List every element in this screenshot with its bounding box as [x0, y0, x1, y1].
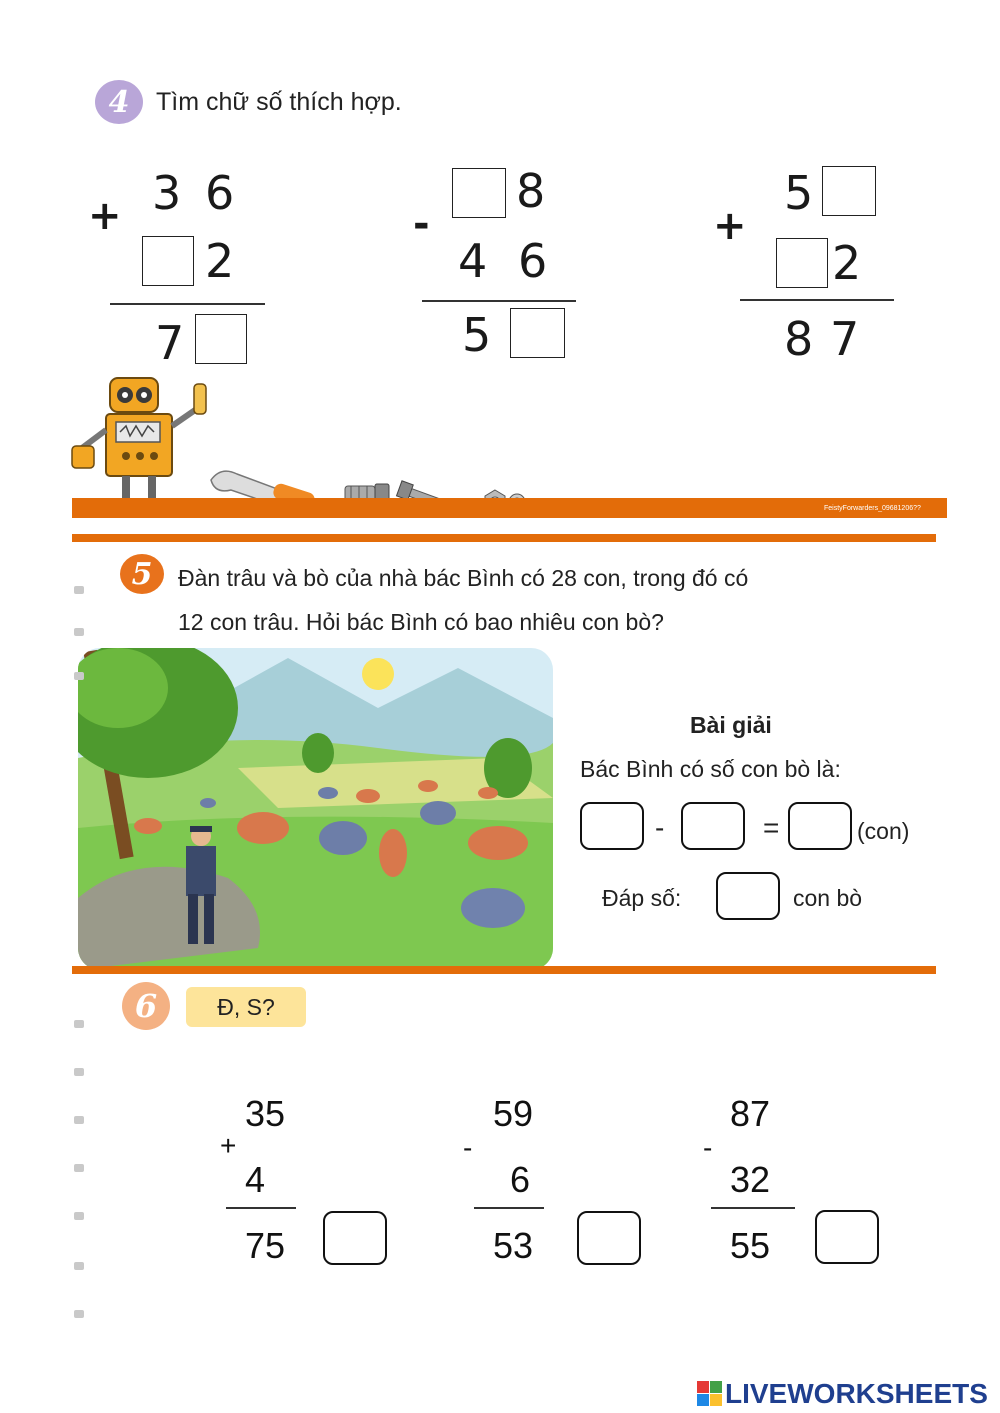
margin-mark — [74, 1262, 84, 1270]
q4-p2-top-ones: 8 — [516, 164, 546, 218]
q6-p2-line — [474, 1207, 544, 1209]
meadow-illustration — [78, 648, 553, 970]
q4-p1-answer-box-result-ones[interactable] — [195, 314, 247, 364]
q4-p2-answer-box-top-tens[interactable] — [452, 168, 506, 218]
q5-minus-sign: - — [655, 812, 665, 843]
q5-bottom-border — [72, 966, 936, 974]
q4-p1-operator: + — [88, 193, 122, 239]
q6-p1-top: 35 — [245, 1093, 286, 1134]
q4-p3-operator: + — [713, 203, 747, 249]
margin-mark — [74, 1068, 84, 1076]
q5-unit-label: (con) — [857, 818, 910, 844]
q4-p3-answer-box-mid-tens[interactable] — [776, 238, 828, 288]
margin-mark — [74, 586, 84, 594]
q6-p2-mid: 6 — [510, 1159, 531, 1200]
q5-answer-box-2[interactable] — [681, 802, 745, 850]
q6-p3-mid: 32 — [730, 1159, 771, 1200]
q4-orange-bar — [72, 498, 947, 518]
q5-solution-title: Bài giải — [690, 712, 772, 738]
q5-answer-box-3[interactable] — [788, 802, 852, 850]
q6-p1-line — [226, 1207, 296, 1209]
q4-p2-mid-ones: 6 — [518, 234, 548, 288]
q4-p3-answer-box-top-ones[interactable] — [822, 166, 876, 216]
q4-p1-line — [110, 303, 265, 305]
q4-title: Tìm chữ số thích hợp. — [156, 88, 402, 116]
q6-p1-mid: 4 — [245, 1159, 266, 1200]
q5-equals-sign: = — [763, 812, 780, 843]
q4-p3-result-tens: 8 — [784, 312, 814, 366]
q6-number-badge: 6 — [122, 982, 170, 1030]
q4-p1-top-ones: 6 — [205, 166, 235, 220]
q5-answer-box-1[interactable] — [580, 802, 644, 850]
q4-p2-result-tens: 5 — [462, 308, 492, 362]
q4-number-badge: 4 — [95, 80, 143, 124]
q6-label: Đ, S? — [186, 987, 306, 1027]
q4-footer-credit: FeistyForwarders_09681206?? — [824, 505, 921, 512]
q6-p3-line — [711, 1207, 795, 1209]
q4-p1-result-tens: 7 — [155, 316, 185, 370]
q6-p3-operator: - — [703, 1132, 713, 1163]
q6-p1-result: 75 — [245, 1225, 286, 1266]
margin-mark — [74, 1020, 84, 1028]
q6-p3-answer-box[interactable] — [815, 1210, 879, 1264]
q6-p2-top: 59 — [493, 1093, 534, 1134]
q5-number-badge: 5 — [120, 554, 164, 594]
q4-p3-line — [740, 299, 894, 301]
q6-p1-operator: + — [220, 1130, 237, 1161]
margin-mark — [74, 1116, 84, 1124]
q4-p3-top-tens: 5 — [784, 166, 814, 220]
q6-p3-top: 87 — [730, 1093, 771, 1134]
margin-mark — [74, 672, 84, 680]
q4-p1-top-tens: 3 — [152, 166, 182, 220]
q4-p1-answer-box-mid-tens[interactable] — [142, 236, 194, 286]
q5-final-answer-box[interactable] — [716, 872, 780, 920]
q4-p3-result-ones: 7 — [830, 312, 860, 366]
q4-p2-line — [422, 300, 576, 302]
q6-p1-answer-box[interactable] — [323, 1211, 387, 1265]
q5-answer-unit: con bò — [793, 885, 863, 911]
q5-solution-line: Bác Bình có số con bò là: — [580, 756, 841, 782]
margin-mark — [74, 628, 84, 636]
liveworksheets-logo-icon — [697, 1381, 723, 1407]
q5-question-line-2: 12 con trâu. Hỏi bác Bình có bao nhiêu con bò? — [178, 609, 664, 635]
q4-p3-mid-ones: 2 — [832, 236, 862, 290]
q6-p2-operator: - — [463, 1132, 473, 1163]
q5-top-border — [72, 534, 936, 542]
q6-p2-answer-box[interactable] — [577, 1211, 641, 1265]
q4-p1-mid-ones: 2 — [205, 234, 235, 288]
brand-name: LIVEWORKSHEETS — [725, 1378, 988, 1409]
margin-mark — [74, 1164, 84, 1172]
margin-mark — [74, 1212, 84, 1220]
q4-p2-answer-box-result-ones[interactable] — [510, 308, 565, 358]
q5-question-line-1: Đàn trâu và bò của nhà bác Bình có 28 con, trong đó có — [178, 565, 749, 591]
q4-p2-operator: - — [413, 201, 430, 247]
q5-answer-label: Đáp số: — [602, 885, 682, 911]
liveworksheets-logo — [697, 1378, 988, 1410]
q6-p3-result: 55 — [730, 1225, 771, 1266]
q6-p2-result: 53 — [493, 1225, 534, 1266]
margin-mark — [74, 1310, 84, 1318]
q4-p2-mid-tens: 4 — [458, 234, 488, 288]
